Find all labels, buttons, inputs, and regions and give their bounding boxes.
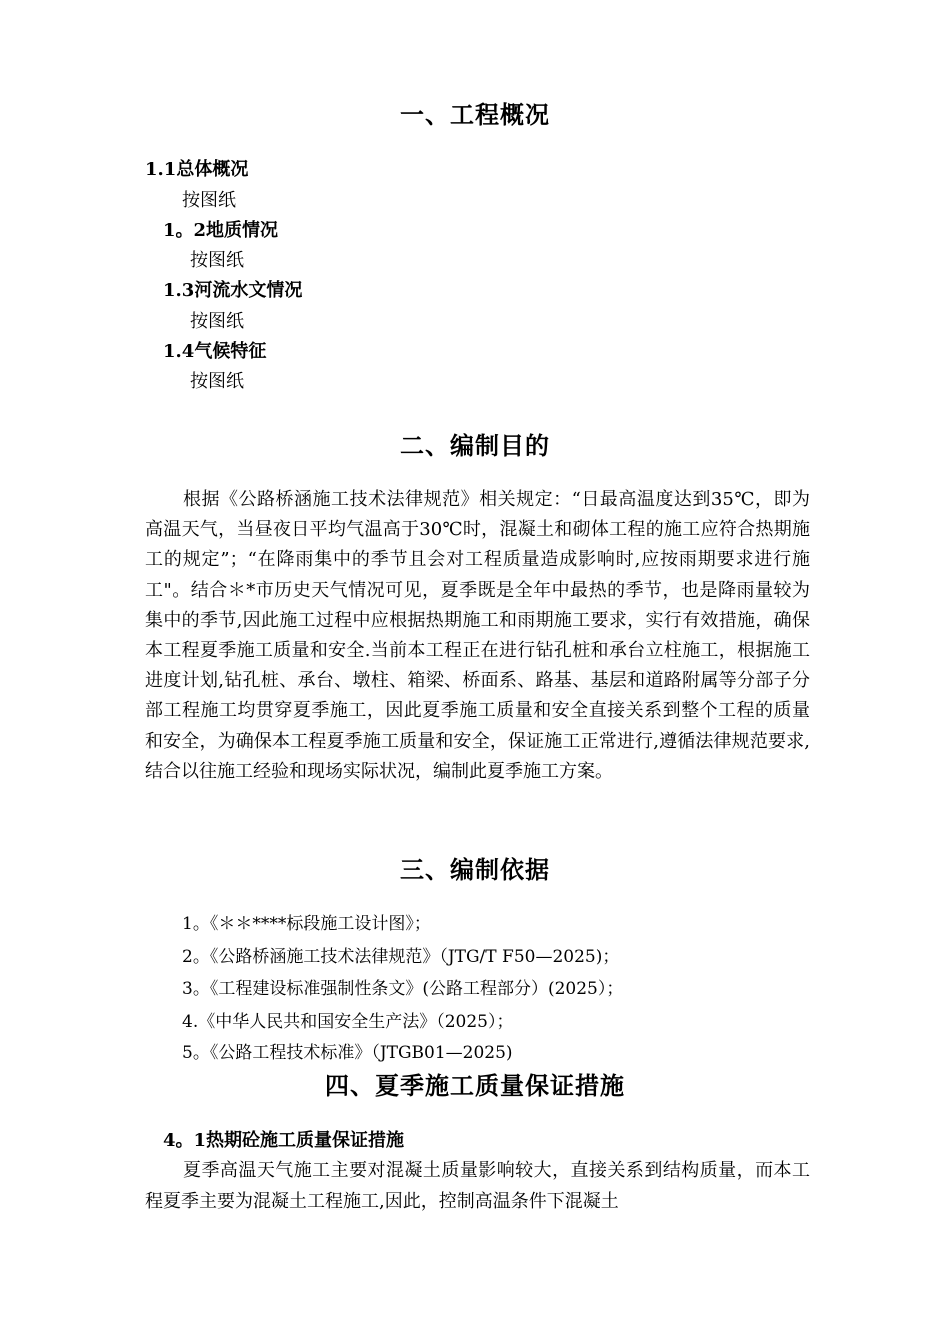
- subsection-1-2-heading: 1。2地质情况: [163, 220, 279, 241]
- subsection-1-3-heading: 1.3河流水文情况: [163, 280, 303, 301]
- subsection-1-1-heading: 1.1总体概况: [145, 159, 249, 180]
- section-2-title: 二、编制目的: [400, 432, 550, 460]
- reference-item: 3。《工程建设标准强制性条文》(公路工程部分）(2025）；: [182, 979, 624, 999]
- subsection-1-4-heading: 1.4气候特征: [163, 341, 267, 362]
- subsection-4-1-heading: 4。1热期砼施工质量保证措施: [163, 1130, 405, 1151]
- subsection-1-3-body: 按图纸: [190, 311, 244, 332]
- section-4-paragraph: 夏季高温天气施工主要对混凝土质量影响较大，直接关系到结构质量，而本工程夏季主要为混凝土工程施工,因此，控制高温条件下混凝土: [145, 1160, 810, 1212]
- reference-item: 2。《公路桥涵施工技术法律规范》（JTG/T F50—2025)；: [182, 947, 620, 967]
- reference-item: 4.《中华人民共和国安全生产法》（2025）；: [182, 1012, 514, 1032]
- reference-item: 5。《公路工程技术标准》（JTGB01—2025): [182, 1043, 513, 1063]
- section-1-title: 一、工程概况: [400, 101, 550, 129]
- section-2-paragraph: 根据《公路桥涵施工技术法律规范》相关规定：“日最高温度达到35℃，即为高温天气，当昼夜日平均气温高于30℃时，混凝土和砌体工程的施工应符合热期施工的规定”；“在降雨集中的季节且会对工程质量造成影响时,应按雨期要求进行施工"。结合＊*市历史天气情况可见，夏季既是全年中最热的季节，也是降雨量较为集中的季节,因此施工过程中应根据热期施工和雨期施工要求，实行有效措施，确保本工程夏季施工质量和安全.当前本工程正在进行钻孔桩和承台立柱施工，根据施工进度计划,钻孔桩、承台、墩柱、箱梁、桥面系、路基、基层和道路附属等分部子分部工程施工均贯穿夏季施工，因此夏季施工质量和安全直接关系到整个工程的质量和安全，为确保本工程夏季施工质量和安全，保证施工正常进行,遵循法律规范要求,结合以往施工经验和现场实际状况，编制此夏季施工方案。: [145, 489, 810, 782]
- subsection-1-2-body: 按图纸: [190, 250, 244, 271]
- section-4-title: 四、夏季施工质量保证措施: [325, 1072, 625, 1100]
- subsection-1-1-body: 按图纸: [182, 190, 236, 211]
- reference-item: 1。《＊＊****标段施工设计图》；: [182, 914, 431, 934]
- section-3-title: 三、编制依据: [400, 856, 550, 884]
- subsection-1-4-body: 按图纸: [190, 371, 244, 392]
